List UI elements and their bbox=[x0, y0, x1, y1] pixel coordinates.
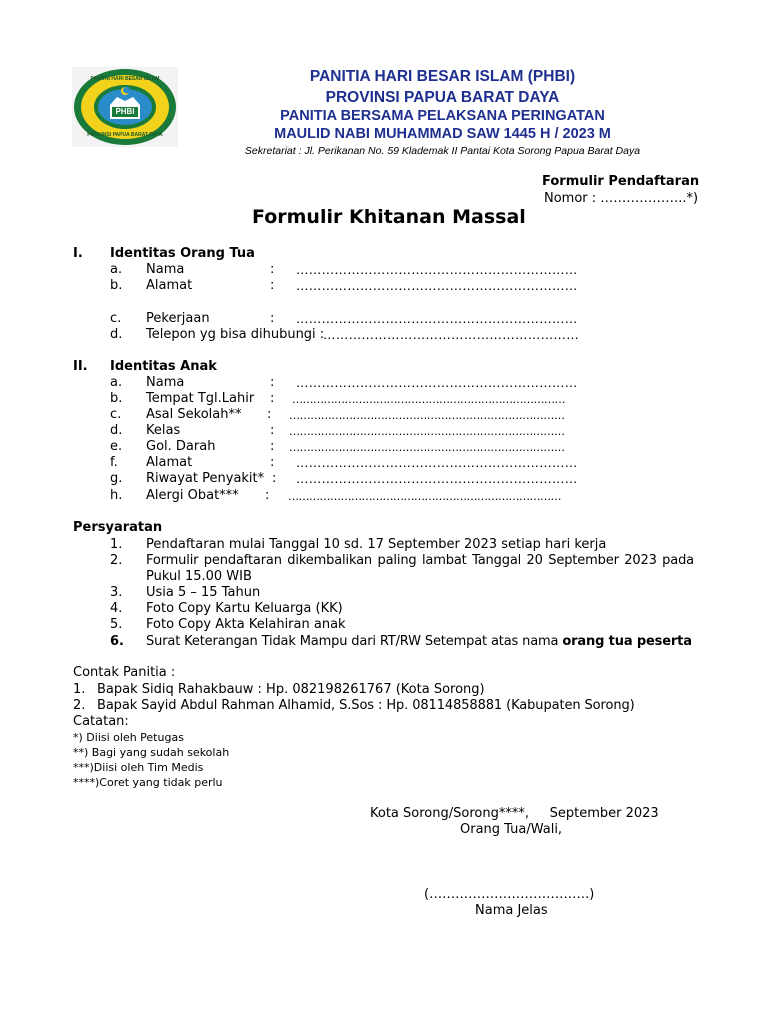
phbi-emblem-icon bbox=[72, 67, 178, 147]
s2-item-letter: c. bbox=[110, 407, 122, 422]
s1-item-label: Telepon yg bisa dihubungi : bbox=[146, 327, 325, 342]
section-1-number: I. bbox=[73, 246, 83, 261]
s2-item-blank: ………………………………………………………… bbox=[296, 455, 578, 470]
s1-item-blank: …………………………………………………… bbox=[323, 327, 579, 342]
section-2-number: II. bbox=[73, 359, 88, 374]
s2-item-blank: …………………………………………………………………… bbox=[289, 441, 565, 454]
s2-item-colon: : bbox=[272, 471, 277, 486]
req-text-regular: Surat Keterangan Tidak Mampu dari RT/RW Setempat atas nama bbox=[146, 634, 563, 649]
req-number: 3. bbox=[110, 585, 123, 600]
req-text-continued: Pukul 15.00 WIB bbox=[146, 569, 252, 584]
s2-item-label: Riwayat Penyakit* bbox=[146, 471, 265, 486]
s1-item-colon: : bbox=[270, 311, 275, 326]
section-2-title: Identitas Anak bbox=[110, 359, 217, 374]
s1-item-label: Pekerjaan bbox=[146, 311, 210, 326]
req-number: 1. bbox=[110, 537, 123, 552]
form-ref-label: Formulir Pendaftaran bbox=[542, 174, 700, 189]
contact-text: Bapak Sidiq Rahakbauw : Hp. 082198261767 (Kota Sorong) bbox=[97, 682, 485, 697]
req-text-bold: orang tua peserta bbox=[562, 634, 692, 649]
s2-item-blank: …………………………………………………………………… bbox=[289, 409, 565, 422]
contact-title: Contak Panitia : bbox=[73, 665, 176, 680]
s2-item-letter: d. bbox=[110, 423, 123, 438]
secretariat-address: Sekretariat : Jl. Perikanan No. 59 Klademak II Pantai Kota Sorong Papua Barat Daya bbox=[244, 145, 641, 157]
s2-item-letter: e. bbox=[110, 439, 123, 454]
contact-text: Bapak Sayid Abdul Rahman Alhamid, S.Sos : Hp. 08114858881 (Kabupaten Sorong) bbox=[97, 698, 635, 713]
s1-item-blank: ………………………………………………………… bbox=[296, 278, 578, 293]
note-item: **) Bagi yang sudah sekolah bbox=[73, 746, 230, 759]
s2-item-blank: ………………………………………………………… bbox=[296, 375, 578, 390]
section-1-title: Identitas Orang Tua bbox=[110, 246, 255, 261]
signature-place-date: Kota Sorong/Sorong****, September 2023 bbox=[370, 806, 659, 821]
s2-item-blank: …………………………………………………………………… bbox=[288, 490, 561, 503]
s2-item-label: Tempat Tgl.Lahir bbox=[146, 391, 255, 406]
s1-item-letter: d. bbox=[110, 327, 123, 342]
req-number: 4. bbox=[110, 601, 123, 616]
s1-item-colon: : bbox=[270, 262, 275, 277]
logo-center-text: PHBI bbox=[115, 107, 135, 116]
s2-item-label: Nama bbox=[146, 375, 185, 390]
s2-item-colon: : bbox=[265, 488, 270, 503]
req-text: Pendaftaran mulai Tanggal 10 sd. 17 September 2023 setiap hari kerja bbox=[146, 537, 607, 552]
s2-item-label: Gol. Darah bbox=[146, 439, 216, 454]
s2-item-letter: f. bbox=[110, 455, 118, 470]
page-title: Formulir Khitanan Massal bbox=[252, 206, 526, 228]
contact-number: 2. bbox=[73, 698, 86, 713]
req-text bbox=[146, 634, 692, 649]
s2-item-label: Alergi Obat*** bbox=[146, 488, 239, 503]
s2-item-label: Asal Sekolah** bbox=[146, 407, 242, 422]
req-text: Formulir pendaftaran dikembalikan paling lambat Tanggal 20 September 2023 pada bbox=[146, 553, 694, 568]
header-line-4: MAULID NABI MUHAMMAD SAW 1445 H / 2023 M bbox=[274, 126, 611, 142]
s2-item-colon: : bbox=[270, 423, 275, 438]
s2-item-letter: g. bbox=[110, 471, 123, 486]
s2-item-label: Kelas bbox=[146, 423, 181, 438]
s2-item-colon: : bbox=[267, 407, 272, 422]
req-text: Usia 5 – 15 Tahun bbox=[146, 585, 261, 600]
s1-item-label: Alamat bbox=[146, 278, 193, 293]
form-ref-number: Nomor : ………………..*) bbox=[544, 191, 699, 206]
req-text: Foto Copy Kartu Keluarga (KK) bbox=[146, 601, 343, 616]
req-text: Foto Copy Akta Kelahiran anak bbox=[146, 617, 346, 632]
header-line-1: PANITIA HARI BESAR ISLAM (PHBI) bbox=[309, 68, 576, 85]
notes-title: Catatan: bbox=[73, 714, 129, 729]
s1-item-blank: ………………………………………………………… bbox=[296, 262, 578, 277]
s2-item-letter: a. bbox=[110, 375, 123, 390]
note-item: *) Diisi oleh Petugas bbox=[73, 731, 184, 744]
s1-item-label: Nama bbox=[146, 262, 185, 277]
s2-item-blank: …………………………………………………………………… bbox=[292, 393, 565, 406]
logo-ring-text-bottom: PROVINSI PAPUA BARAT DAYA bbox=[87, 132, 163, 138]
s1-item-blank: ………………………………………………………… bbox=[296, 311, 578, 326]
s2-item-letter: b. bbox=[110, 391, 123, 406]
req-number: 2. bbox=[110, 553, 123, 568]
req-number: 6. bbox=[110, 634, 124, 649]
s2-item-colon: : bbox=[270, 439, 275, 454]
logo-ring-text-top: PANITIA HARI BESAR ISLAM bbox=[90, 76, 160, 82]
s1-item-letter: b. bbox=[110, 278, 123, 293]
s1-item-colon: : bbox=[270, 278, 275, 293]
s1-item-letter: c. bbox=[110, 311, 122, 326]
header-line-2: PROVINSI PAPUA BARAT DAYA bbox=[325, 89, 560, 106]
note-item: ***)Diisi oleh Tim Medis bbox=[73, 761, 204, 774]
contact-number: 1. bbox=[73, 682, 86, 697]
header-line-3: PANITIA BERSAMA PELAKSANA PERINGATAN bbox=[280, 108, 605, 124]
s2-item-blank: ………………………………………………………… bbox=[296, 471, 578, 486]
requirements-title: Persyaratan bbox=[73, 520, 163, 535]
signature-role: Orang Tua/Wali, bbox=[460, 822, 563, 837]
s2-item-label: Alamat bbox=[146, 455, 193, 470]
signature-name-label: Nama Jelas bbox=[475, 903, 548, 918]
s2-item-letter: h. bbox=[110, 488, 123, 503]
s1-item-letter: a. bbox=[110, 262, 123, 277]
note-item: ****)Coret yang tidak perlu bbox=[73, 776, 223, 789]
req-number: 5. bbox=[110, 617, 123, 632]
s2-item-blank: …………………………………………………………………… bbox=[289, 425, 565, 438]
s2-item-colon: : bbox=[270, 455, 275, 470]
signature-blank: (……………………………….) bbox=[424, 887, 595, 902]
s2-item-colon: : bbox=[270, 375, 275, 390]
s2-item-colon: : bbox=[270, 391, 275, 406]
